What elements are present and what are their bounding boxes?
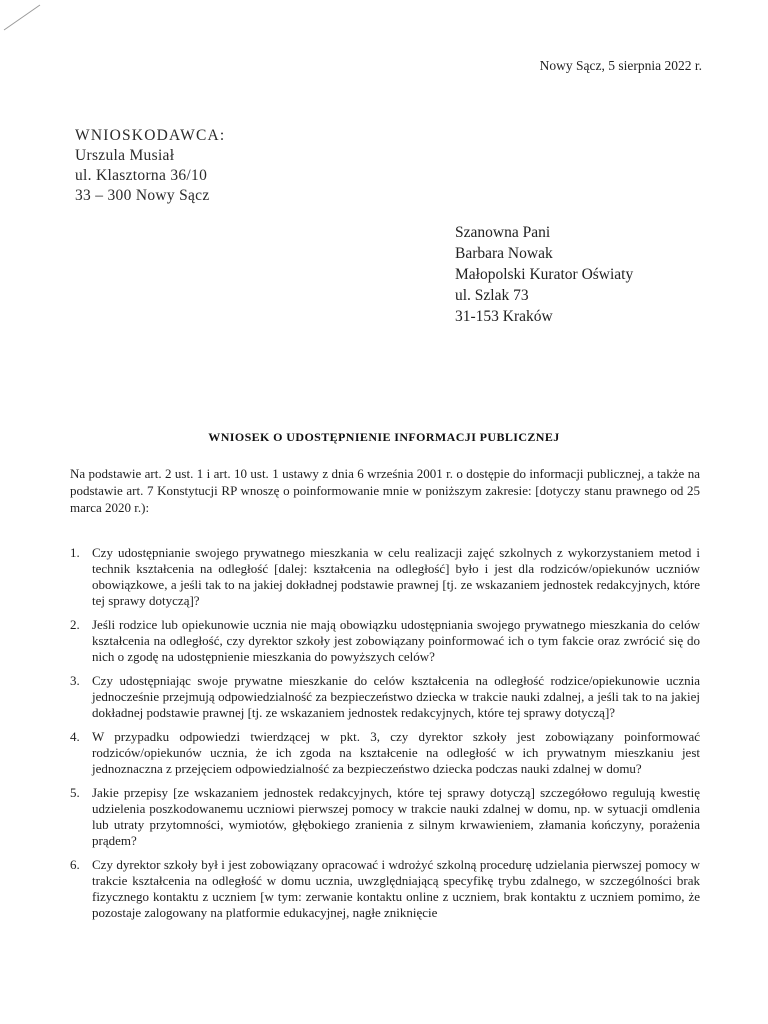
question-text: Czy udostępnianie swojego prywatnego mieszkania w celu realizacji zajęć szkolnych z wykorzystaniem metod i technik kształcenia na odległość [dalej: kształcenia na odległość] było i jest dla rodziców/opiekunów uczniów obowiązkowe, a jeśli tak to na jakiej dokładnej podstawie prawnej [tj. ze wskazaniem jednostek redakcyjnych, które tej sprawy dotyczą]? [92, 545, 700, 608]
question-number: 2. [70, 617, 80, 632]
question-text: W przypadku odpowiedzi twierdzącej w pkt. 3, czy dyrektor szkoły jest zobowiązany poinformować rodziców/opiekunów ucznia, że ich zgoda na kształcenie na odległość w ich prywatnym mieszkaniu jest jednoznaczna z przejęciem odpowiedzialność za bezpieczeństwo dziecka podczas nauki zdalnej w domu? [92, 729, 700, 776]
intro-paragraph: Na podstawie art. 2 ust. 1 i art. 10 ust. 1 ustawy z dnia 6 września 2001 r. o dostępie do informacji publicznej, a także na podstawie art. 7 Konstytucji RP wnoszę o poinformowanie mnie w poniższym zakresie: [dotyczy stanu prawnego od 25 marca 2020 r.): [70, 466, 700, 515]
question-text: Jakie przepisy [ze wskazaniem jednostek redakcyjnych, które tej sprawy dotyczą] szczegółowo regulują kwestię udzielenia poszkodowanemu uczniowi pierwszej pomocy w trakcie nauki zdalnej w domu, np. w sytuacji omdlenia lub utraty przytomności, wymiotów, głębokiego zranienia z silnym krwawieniem, złamania kończyny, porażenia prądem? [92, 785, 700, 848]
question-item [70, 545, 700, 609]
applicant-name: Urszula Musiał [75, 147, 175, 164]
recipient-salutation: Szanowna Pani [455, 224, 551, 241]
recipient-street: ul. Szlak 73 [455, 287, 529, 304]
question-item [70, 857, 700, 921]
recipient-block [455, 222, 633, 327]
question-item [70, 785, 700, 849]
question-number: 5. [70, 785, 80, 800]
applicant-label: WNIOSKODAWCA: [75, 127, 226, 144]
question-number: 6. [70, 857, 80, 872]
question-text: Czy dyrektor szkoły był i jest zobowiązany opracować i wdrożyć szkolną procedurę udzielania pierwszej pomocy w trakcie kształcenia na odległość w domu ucznia, uwzględniającą specyfikę trybu zdalnego, w szczególności brak fizycznego kontaktu z uczniem [w tym: zerwanie kontaktu online z uczniem, brak kontaktu z uczniem pomimo, że pozostaje zalogowany na platformie edukacyjnej, nagłe zniknięcie [92, 857, 700, 920]
questions-list [70, 545, 700, 929]
recipient-position: Małopolski Kurator Oświaty [455, 266, 634, 283]
scan-mark-line [0, 0, 60, 40]
recipient-name: Barbara Nowak [455, 245, 553, 262]
document-title: WNIOSEK O UDOSTĘPNIENIE INFORMACJI PUBLICZNEJ [208, 430, 560, 444]
question-text: Czy udostępniając swoje prywatne mieszkanie do celów kształcenia na odległość rodzice/opiekunowie ucznia jednocześnie przejmują odpowiedzialność za bezpieczeństwo dziecka w trakcie nauki zdalnej, a jeśli tak to na jakiej dokładnej podstawie prawnej [tj. ze wskazaniem jednostek redakcyjnych, które tej sprawy dotyczą]? [92, 673, 700, 720]
question-number: 3. [70, 673, 80, 688]
recipient-city: 31-153 Kraków [455, 308, 553, 325]
date-line: Nowy Sącz, 5 sierpnia 2022 r. [539, 58, 702, 73]
question-number: 1. [70, 545, 80, 560]
applicant-block [75, 126, 225, 206]
question-item [70, 673, 700, 721]
applicant-city: 33 – 300 Nowy Sącz [75, 187, 210, 204]
applicant-street: ul. Klasztorna 36/10 [75, 167, 208, 184]
question-item [70, 617, 700, 665]
question-item [70, 729, 700, 777]
question-number: 4. [70, 729, 80, 744]
question-text: Jeśli rodzice lub opiekunowie ucznia nie mają obowiązku udostępniania swojego prywatnego mieszkania do celów kształcenia na odległość, czy dyrektor szkoły jest zobowiązany poinformować ich o tym fakcie oraz zwrócić się do nich o zgodę na udostępnienie mieszkania do powyższych celów? [92, 617, 700, 664]
